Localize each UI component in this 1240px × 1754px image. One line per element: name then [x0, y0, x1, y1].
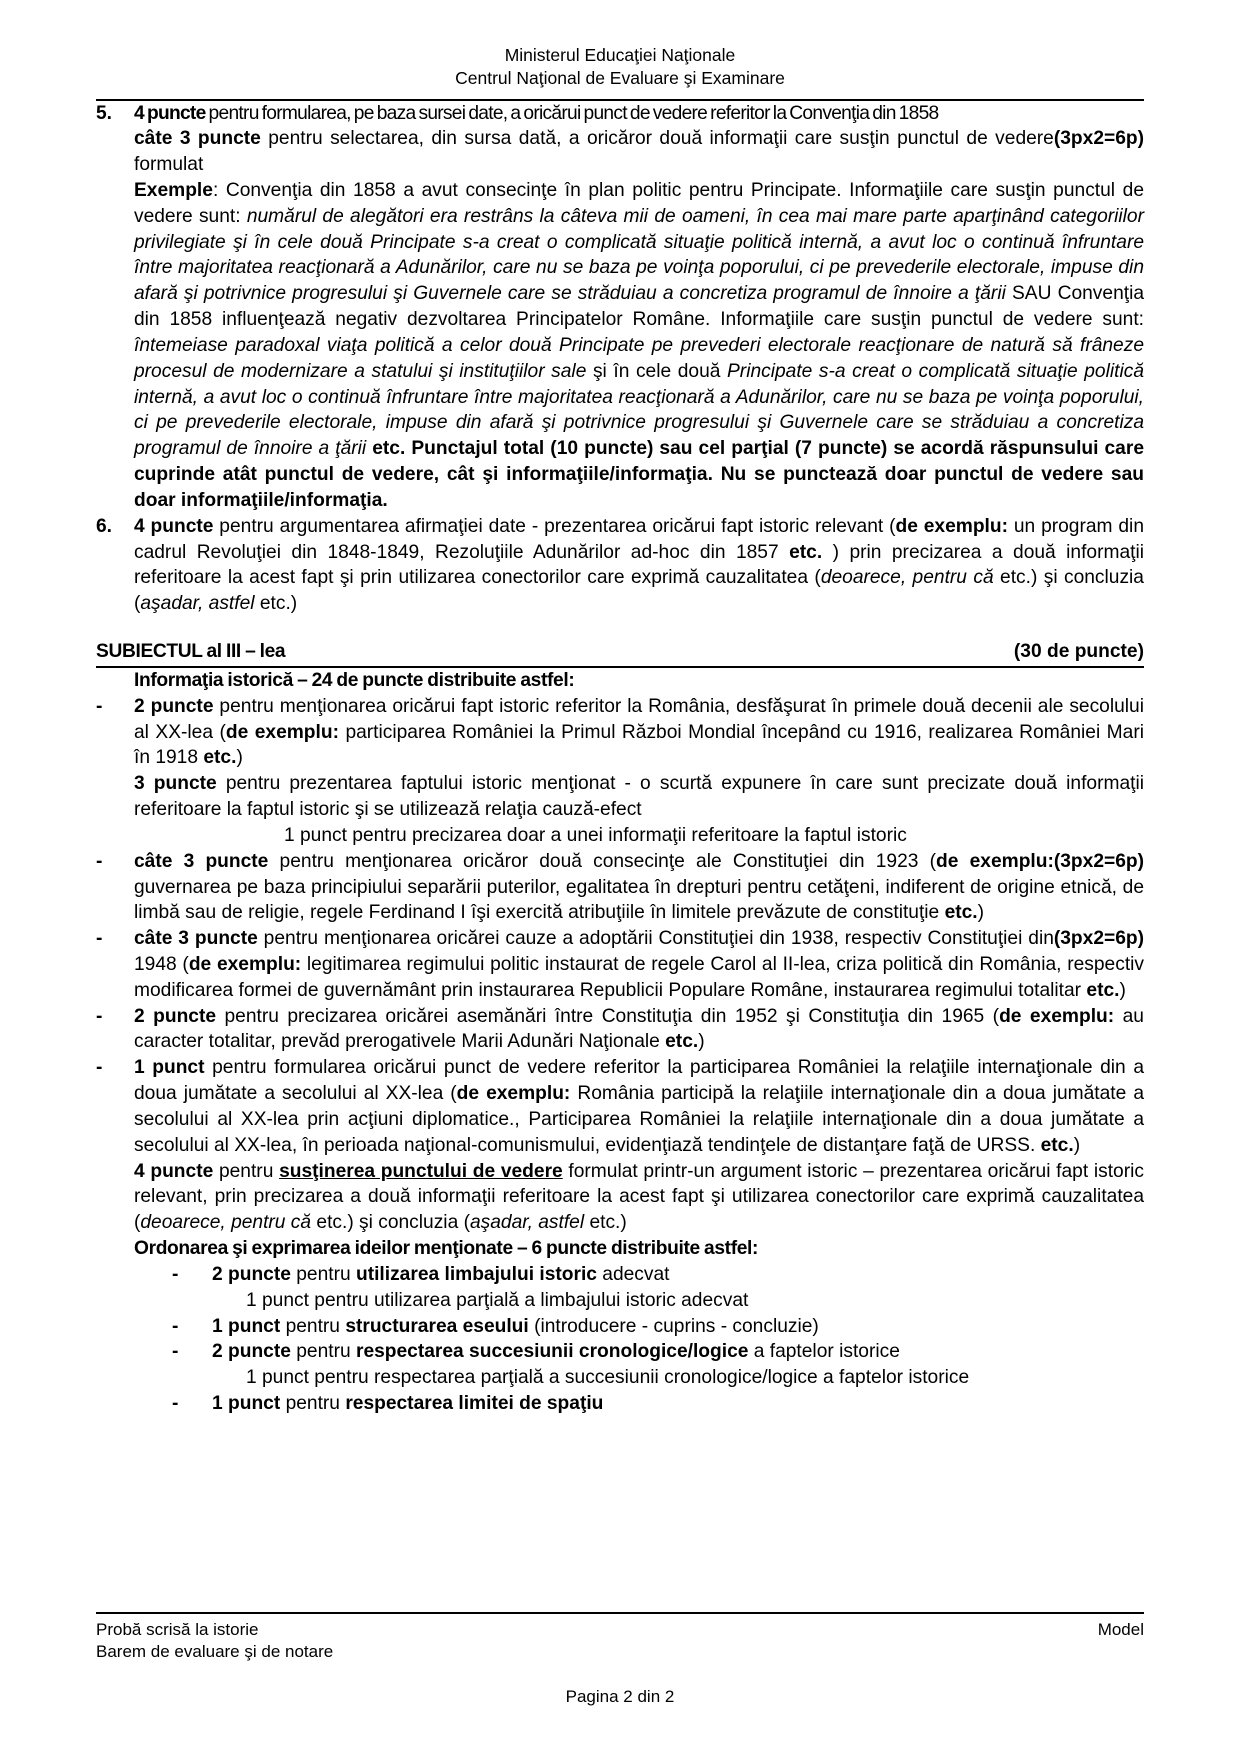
- footer-left: [96, 1619, 333, 1664]
- bullet-2-main: [134, 849, 1144, 926]
- ordonarea-2-text-a: pentru: [280, 1315, 346, 1337]
- ordonarea-2-points: 1 punct: [212, 1315, 281, 1337]
- bullet-5-points: 1 punct: [134, 1057, 205, 1079]
- item-5-exemple-mid-2: şi în cele două: [586, 360, 727, 382]
- subiect-3-points: (30 de puncte): [1013, 641, 1144, 663]
- bullet-2-text-1: pentru menţionarea oricăror două consecinţe ale Constituţiei din 1923 (: [268, 850, 937, 872]
- document-footer: [96, 1612, 1144, 1708]
- informatia-istorica-head-text: Informaţia istorică – 24 de puncte distribuite astfel:: [134, 669, 575, 691]
- bullet-marker: -: [96, 928, 103, 950]
- item-6-italic-1: deoarece, pentru c: [820, 567, 983, 589]
- ordonarea-head: [134, 1236, 1144, 1262]
- bullet-3-text-2: legitimarea regimului politic instaurat de regele Carol al II-lea, criza politică din România, respectiv modificarea formei de guvernământ prin instaurarea Republicii Populare Române, instaurarea regimului totalitar: [134, 954, 1145, 1001]
- bullet-1-extra-points: 3 puncte: [134, 773, 217, 795]
- item-5-marker: 5.: [96, 102, 113, 124]
- item-6-etc: etc.: [789, 541, 823, 563]
- item-5-line-a: [134, 101, 1144, 127]
- subiect-3-heading: [96, 639, 1144, 668]
- item-5-exemple-italic-3: Principate s-a creat o complicată situaţie politică internă, a avut loc o continuă înfruntare între majoritatea reacţionară a Adunărilor, care nu se baza pe voinţa poporului, ci pe prevederile electorale, impuse din afară şi potrivnice progresului şi Guvernele care se străduiau a concretiza programul de înnoire a ţării: [134, 360, 1144, 460]
- ordonarea-3-text-a: pentru: [290, 1341, 356, 1363]
- item-5-conclusion: etc. Punctajul total (10 puncte) sau cel parţial (7 puncte) se acordă răspunsului care cuprinde atât punctul de vedere, cât şi informaţiile/informaţia. Nu se punctează doar punctul de vedere sau doar informaţiile/informaţia.: [134, 438, 1144, 511]
- ordonarea-item-3: [212, 1339, 1144, 1365]
- ordonarea-3-text-b: a faptelor istorice: [748, 1341, 900, 1363]
- bullet-4-text-2: au caracter totalitar, prevăd prerogativele Marii Adunări Naţionale: [134, 1005, 1144, 1053]
- bullet-2-points: câte 3 puncte: [134, 850, 269, 872]
- item-6-example-label: de exemplu:: [895, 515, 1008, 537]
- ordonarea-4-criterion: respectarea limitei de spaţiu: [345, 1393, 604, 1415]
- item-5-text-b: pentru selectarea, din sursa dată, a oricăror două informaţii care susţin punctul de vedere formulat: [134, 128, 1054, 176]
- item-5-exemple-italic-2: întemeiase paradoxal viaţa politică a celor două Principate pe prevederi electorale reacţionare de natură să frâneze procesul de modernizare a statului şi instituţiilor sale: [134, 334, 1144, 382]
- ordonarea-1-points: 2 puncte: [212, 1263, 291, 1285]
- ordonarea-3-points: 2 puncte: [212, 1341, 291, 1363]
- bullet-5-text-2: România participă la relaţiile internaţionale din a doua jumătate a secolului al XX-lea prin acţiuni diplomatice., Participarea României la relaţiile internaţionale din a doua jumătate a secolului al XX-lea, în perioada naţional-comunismului, evidenţiază tendinţele de distanţare faţă de URSS.: [134, 1083, 1144, 1156]
- bullet-4-etc: etc.: [665, 1031, 699, 1053]
- item-5-exemple-mid: SAU Convenţia din 1858 influenţează negativ dezvoltarea Principatelor Române. Informaţiile care susţin punctul de vedere sunt:: [134, 283, 1145, 331]
- item-5-text-a: pentru formularea, pe baza sursei date, a oricărui punct de vedere referitor la Convenţia din 1858: [205, 102, 939, 124]
- ordonarea-item-2: [212, 1314, 1144, 1340]
- ordonarea-1-criterion: utilizarea limbajului istoric: [355, 1263, 597, 1285]
- header-center: Centrul Naţional de Evaluare şi Examinare: [455, 67, 785, 88]
- ordonarea-1-subnote: 1 punct pentru utilizarea parţială a limbajului istoric adecvat: [246, 1289, 749, 1311]
- ordonarea-marker: -: [172, 1315, 179, 1337]
- bullet-item: [96, 1004, 1144, 1056]
- document-header: [0, 0, 1240, 90]
- ordonarea-1-text-a: pentru: [290, 1263, 356, 1285]
- bullet-3-points-tag: (3px2=6p): [1053, 928, 1144, 950]
- bullet-marker: -: [96, 850, 103, 872]
- bullet-1-etc: etc.: [203, 747, 237, 769]
- footer-page-number: Pagina 2 din 2: [565, 1686, 675, 1706]
- bullet-2-etc: etc.: [944, 902, 978, 924]
- ordonarea-marker: -: [172, 1263, 179, 1285]
- bullet-3-points: câte 3 puncte: [134, 928, 258, 950]
- bullet-1-subnote: 1 punct pentru precizarea doar a unei informaţii referitoare la faptul istoric: [284, 824, 907, 846]
- item-5-exemple-intro: : Convenţia din 1858 a avut consecinţe în plan politic pentru Principate. Informaţiile care susţin punctul de vedere sunt:: [134, 179, 1144, 227]
- item-5: [96, 101, 1144, 514]
- ordonarea-item: [172, 1262, 1144, 1288]
- item-5-examples: [134, 178, 1144, 514]
- item-6: [96, 514, 1144, 617]
- bullet-2-points-tag: (3px2=6p): [1053, 850, 1144, 872]
- bullet-5-text-1: pentru formularea oricărui punct de vedere referitor la participarea României la relaţiile internaţionale din a doua jumătate a secolului al XX-lea (: [134, 1057, 1144, 1105]
- subiect-3-title: SUBIECTUL al III – lea: [96, 641, 286, 663]
- ordonarea-item: [172, 1339, 1144, 1365]
- bullet-3-example-label: de exemplu:: [188, 954, 302, 975]
- ordonarea-head-text: Ordonarea şi exprimarea ideilor menţionate – 6 puncte distribuite astfel:: [134, 1238, 759, 1260]
- ordonarea-item-4: [212, 1391, 1144, 1417]
- bullet-item: [96, 1055, 1144, 1262]
- bullet-4-text-3: ): [698, 1031, 705, 1053]
- bullet-1-extra-text: pentru prezentarea faptului istoric menţionat - o scurtă expunere în care sunt precizate două informaţii referitoare la faptul istoric şi se utilizează relaţia cauză-efect: [134, 773, 1144, 821]
- bullet-1-extra: [134, 771, 1144, 823]
- bullet-5-second-text-b: formulat printr-un argument istoric – prezentarea oricărui fapt istoric relevant, prin precizarea a două informaţii referitoare la acest fapt şi utilizarea conectorilor care exprimă cauzalitatea (: [134, 1160, 1144, 1234]
- bullet-item: [96, 694, 1144, 849]
- bullet-2-example-label: de exemplu:: [936, 850, 1054, 872]
- bullet-5-example-label: de exemplu:: [456, 1083, 571, 1105]
- ordonarea-item-1: [212, 1262, 1144, 1288]
- item-6-text-2: un program din cadrul Revoluţiei din 1848-1849, Rezoluţiile Adunărilor ad-hoc din 1857: [134, 515, 1144, 563]
- bullet-5-underlined-phrase: susţinerea punctului de vedere: [279, 1160, 563, 1182]
- bullet-5-second-text-c: etc.) şi concluzia (: [311, 1212, 470, 1234]
- bullet-5-text-3: ): [1073, 1134, 1081, 1156]
- item-6-italic-2: aşadar, astfel: [140, 593, 255, 615]
- ordonarea-marker: -: [172, 1393, 179, 1415]
- footer-doc-type: Barem de evaluare şi de notare: [96, 1642, 334, 1662]
- bullet-3-text-1: pentru menţionarea oricărei cauze a adoptării Constituţiei din 1938, respectiv Constituţiei din 1948 (: [134, 928, 1054, 975]
- bullet-1-text-3: ): [236, 747, 243, 769]
- item-5-points-b: câte 3 puncte: [134, 128, 261, 150]
- bullet-1-main: [134, 694, 1144, 771]
- bullet-marker: -: [96, 1005, 103, 1027]
- bullet-marker: -: [96, 695, 103, 717]
- document-body: [0, 101, 1240, 1417]
- ordonarea-1-text-b: adecvat: [596, 1263, 670, 1285]
- item-6-text-5: etc.): [254, 593, 298, 615]
- item-6-italic-1b: ă: [982, 567, 994, 589]
- footer-exam-name: Probă scrisă la istorie: [96, 1619, 259, 1639]
- item-5-points-tag: (3px2=6p): [1053, 128, 1144, 150]
- bullet-5-second: [134, 1159, 1144, 1236]
- bullet-5-italic-2: aşadar, astfel: [469, 1212, 585, 1234]
- bullet-5-etc: etc.: [1040, 1134, 1074, 1156]
- item-6-text-1: pentru argumentarea afirmaţiei date - prezentarea oricărui fapt istoric relevant (: [213, 515, 896, 537]
- bullet-5-second-text-d: etc.): [584, 1212, 627, 1234]
- ordonarea-2-text-b: (introducere - cuprins - concluzie): [528, 1315, 819, 1337]
- bullet-item: [96, 849, 1144, 926]
- ordonarea-4-text-a: pentru: [280, 1393, 346, 1415]
- bullet-2-text-3: ): [977, 902, 985, 924]
- bullet-3-main: [134, 926, 1144, 1003]
- item-5-exemple-label: Exemple: [134, 179, 213, 201]
- item-6-points: 4 puncte: [134, 515, 214, 537]
- bullet-1-points: 2 puncte: [134, 695, 214, 717]
- bullet-4-text-1: pentru precizarea oricărei asemănări între Constituţia din 1952 şi Constituţia din 1965 (: [216, 1005, 1000, 1027]
- ordonarea-marker: -: [172, 1341, 179, 1363]
- ordonarea-4-points: 1 punct: [212, 1393, 281, 1415]
- item-5-points-a: 4 puncte: [134, 102, 206, 124]
- bullet-4-points: 2 puncte: [134, 1005, 217, 1027]
- bullet-item: [96, 926, 1144, 1003]
- bullet-1-text-2: participarea României la Primul Război Mondial începând cu 1916, realizarea României Mari în 1918: [134, 721, 1144, 769]
- bullet-5-italic-1b: ă: [300, 1212, 312, 1234]
- item-5-exemple-italic-1: numărul de alegători era restrâns la câteva mii de oameni, în cea mai mare parte aparţinând categoriilor privilegiate şi în cele două Principate s-a creat o complicată situaţie politică internă, a avut loc o continuă înfruntare între majoritatea reacţionară a Adunărilor, care nu se baza pe voinţa poporului, ci pe prevederile electorale, impuse din afară şi potrivnice progresului şi Guvernele care se străduiau a concretiza programul de înnoire a ţării: [134, 205, 1144, 305]
- informatia-istorica-head: [134, 668, 1144, 694]
- item-6-body: [134, 514, 1144, 617]
- ordonarea-item: [172, 1391, 1144, 1417]
- footer-model-tag: Model: [1097, 1619, 1144, 1639]
- bullet-5-second-text-a: pentru: [213, 1160, 280, 1182]
- ordonarea-3-criterion: respectarea succesiunii cronologice/logice: [355, 1341, 749, 1363]
- ordonarea-2-criterion: structurarea eseului: [345, 1315, 529, 1337]
- header-ministry: Ministerul Educaţiei Naţionale: [504, 45, 736, 65]
- bullet-1-example-label: de exemplu:: [225, 721, 339, 743]
- item-5-line-b: [134, 126, 1144, 178]
- bullet-marker: -: [96, 1057, 103, 1079]
- bullet-2-text-2: guvernarea pe baza principiului separării puterilor, egalitatea în drepturi pentru cetăţeni, indiferent de origine etnică, de limbă sau de religie, regele Ferdinand I îşi exercită atribuţiile în limitele prevăzute de constituţie: [134, 876, 1144, 924]
- bullet-5-main: [134, 1055, 1144, 1158]
- bullet-1-text-1: pentru menţionarea oricărui fapt istoric referitor la România, desfăşurat în primele două decenii ale secolului al XX-lea (: [134, 695, 1144, 743]
- ordonarea-item: [172, 1314, 1144, 1340]
- bullet-3-etc: etc.: [1086, 979, 1120, 1001]
- bullet-4-main: [134, 1004, 1144, 1056]
- ordonarea-3-subnote: 1 punct pentru respectarea parţială a succesiunii cronologice/logice a faptelor istorice: [246, 1367, 970, 1389]
- item-6-text-3: ) prin precizarea a două informaţii referitoare la acest fapt şi prin utilizarea conectorilor care exprimă cauzalitatea (: [134, 541, 1145, 589]
- bullet-5-italic-1: deoarece, pentru c: [140, 1212, 301, 1234]
- item-6-marker: 6.: [96, 515, 113, 537]
- bullet-4-example-label: de exemplu:: [999, 1005, 1115, 1027]
- item-6-text-4: etc.) şi concluzia (: [134, 567, 1144, 615]
- footer-divider: [96, 1612, 1144, 1614]
- bullet-3-text-3: ): [1119, 979, 1126, 1001]
- bullet-5-second-points: 4 puncte: [134, 1160, 214, 1182]
